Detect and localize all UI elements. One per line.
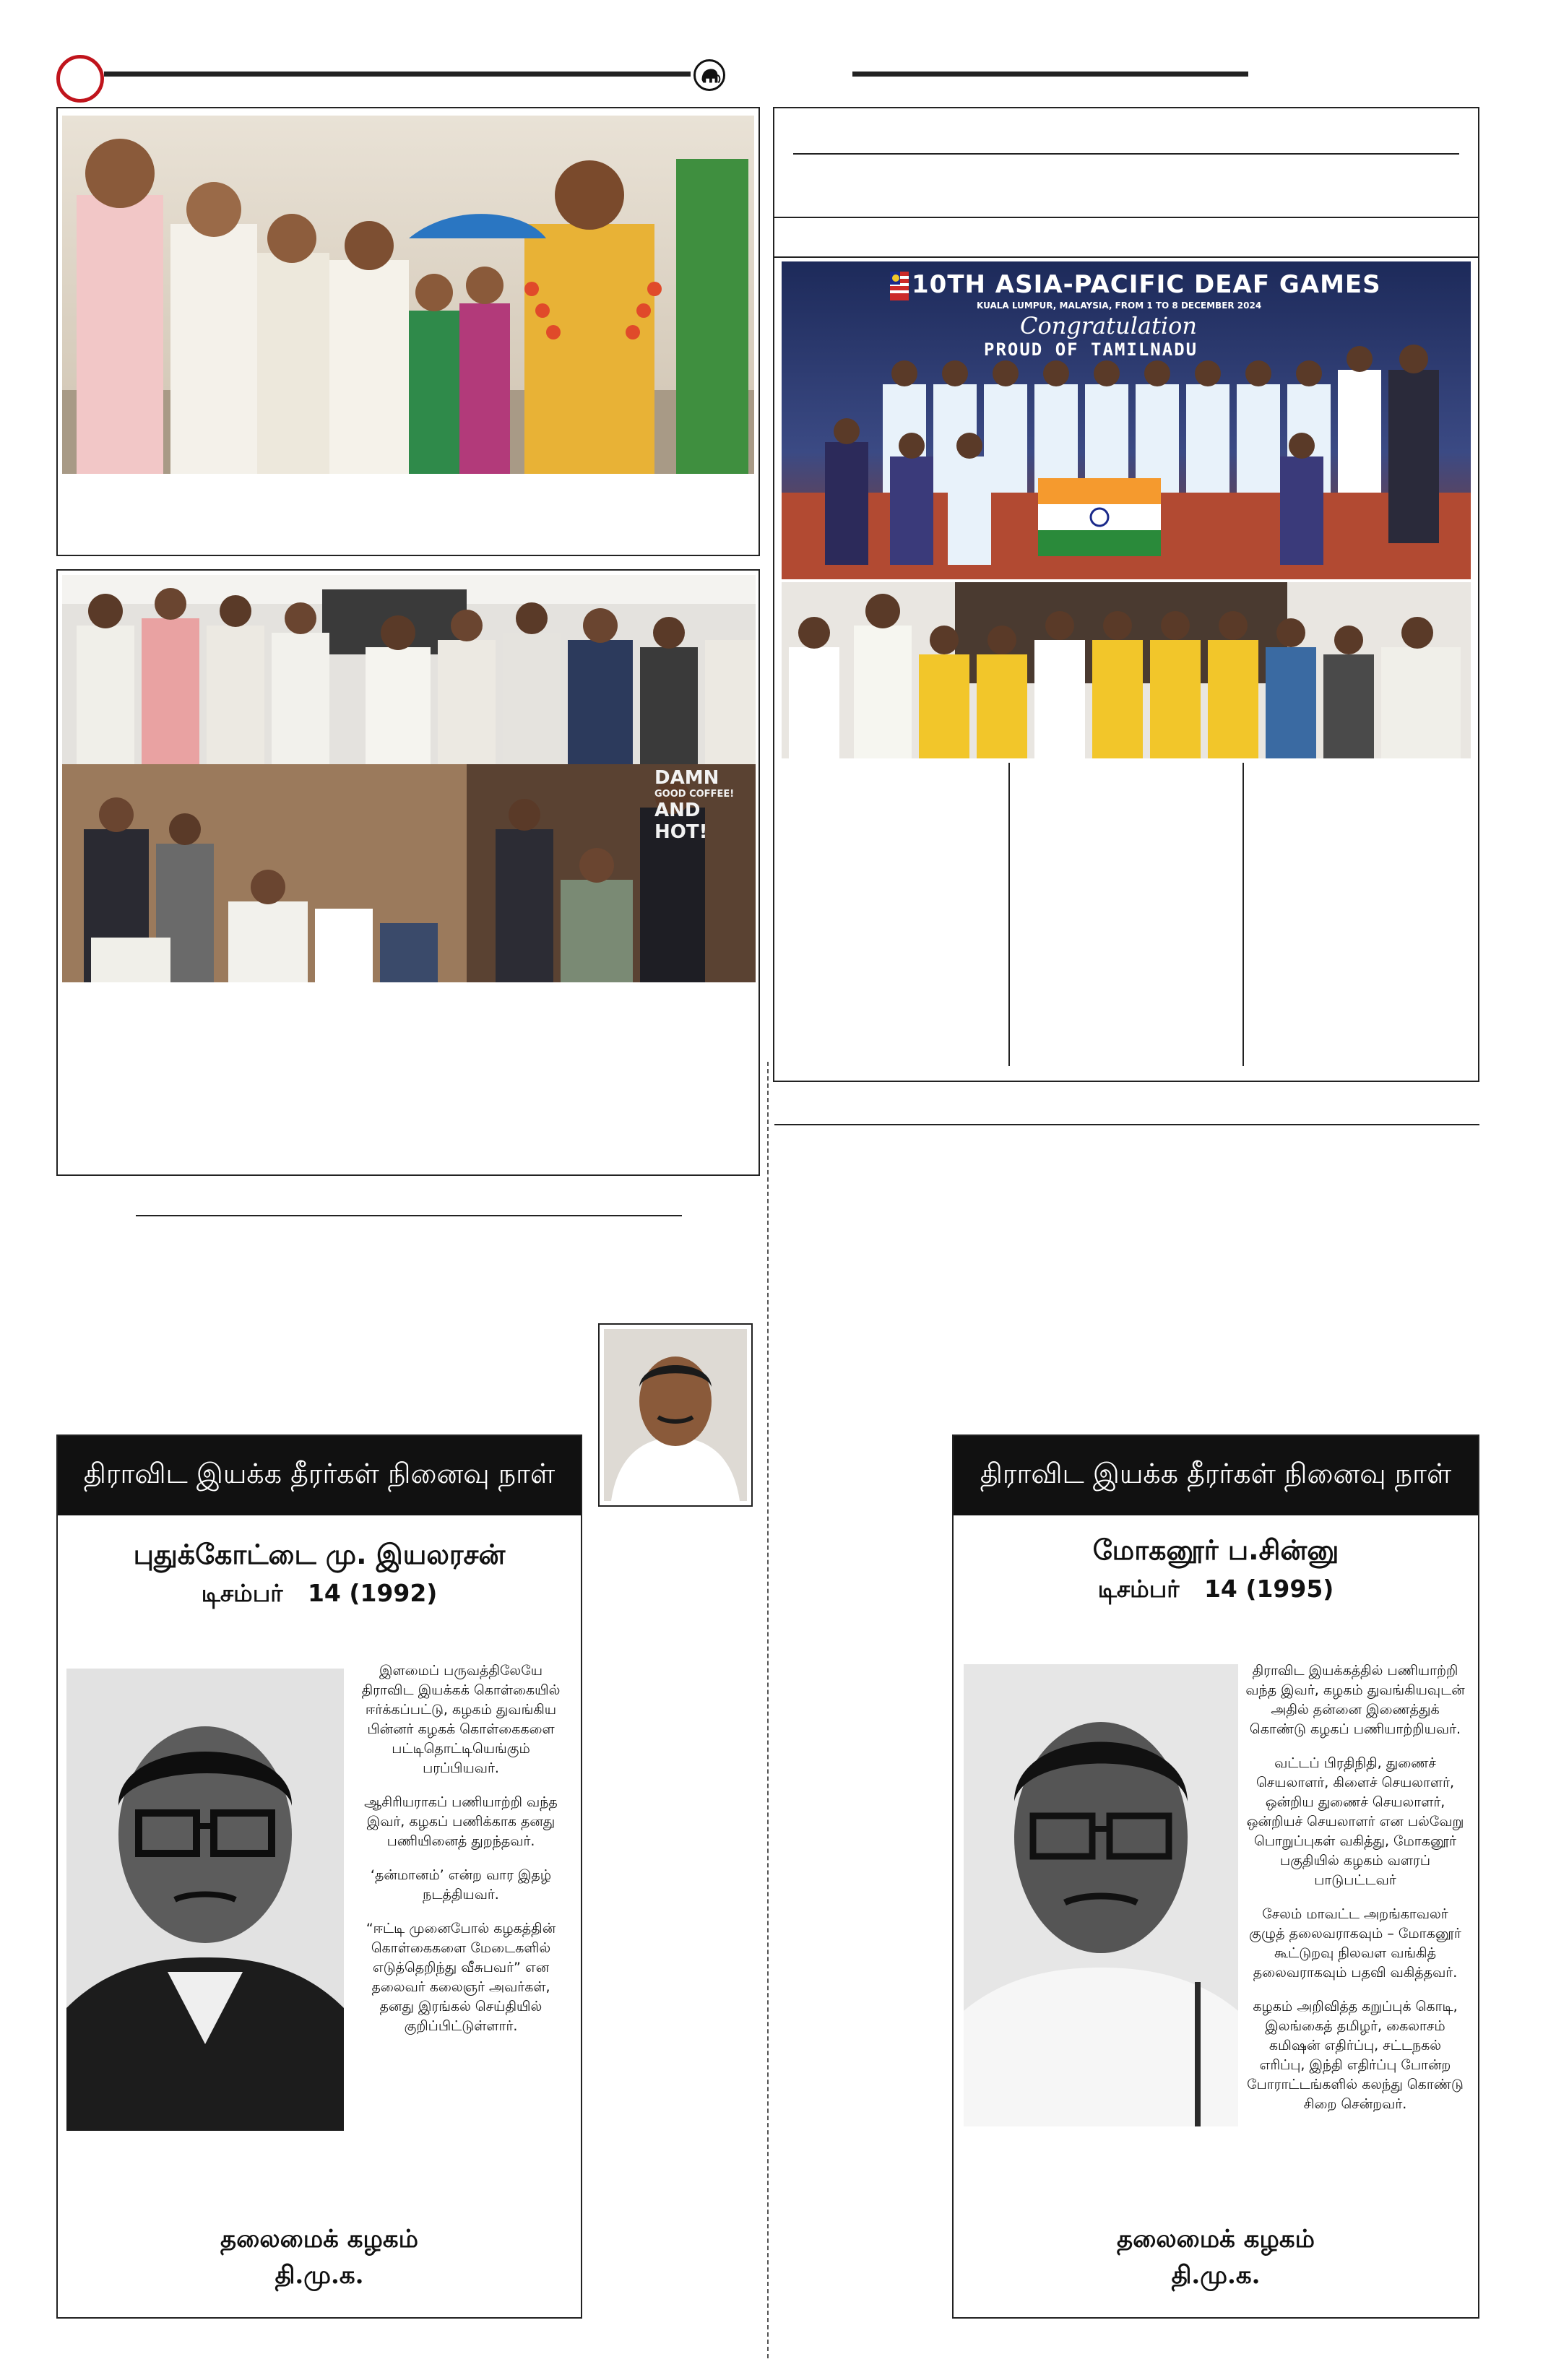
memorial-bio-2-para-1: திராவிட இயக்கத்தில் பணியாற்றி வந்த இவர், கழகம் துவங்கியவுடன் அதில் தன்னை இணைத்துக் கொண்டு கழகப் பணியாற்றியவர். xyxy=(1245,1663,1465,1737)
right-section-rule xyxy=(774,1124,1479,1125)
poster-proud: PROUD OF TAMILNADU xyxy=(984,339,1198,360)
ceremony-photo xyxy=(62,116,754,474)
memorial-footer-1b: தி.மு.க. xyxy=(275,2261,364,2290)
memorial-footer-2b: தி.மு.க. xyxy=(1171,2261,1261,2290)
memorial-banner-text-1: திராவிட இயக்க தீரர்கள் நினைவு நாள் xyxy=(83,1458,556,1489)
masthead-rule-right xyxy=(852,72,1248,77)
memorial-date-2: டிசம்பர் 14 (1995) xyxy=(1097,1575,1334,1603)
memorial-bio-1-para-1: இளமைப் பருவத்திலேயே திராவிட இயக்கக் கொள்கையில் ஈர்க்கப்பட்டு, கழகம் துவங்கிய பின்னர் கழகக் கொள்கைகளை பட்டிதொட்டியெங்கும் பரப்பியவர். xyxy=(361,1663,561,1776)
memorial-bio-1 xyxy=(353,1661,569,2051)
games-rule-photo-top xyxy=(774,256,1478,258)
memorial-banner-text-2: திராவிட இயக்க தீரர்கள் நினைவு நாள் xyxy=(980,1458,1452,1489)
memorial-date-1: டிசம்பர் 14 (1992) xyxy=(201,1579,438,1607)
games-column-divider-2 xyxy=(1242,763,1244,1066)
masthead-rule xyxy=(104,72,691,77)
memorial-footer-1a: தலைமைக் கழகம் xyxy=(220,2225,418,2254)
malaysia-flag-icon xyxy=(890,272,909,300)
memorial-banner-2 xyxy=(954,1436,1478,1515)
elephant-emblem-icon xyxy=(693,59,725,91)
memorial-bio-2-para-3: சேலம் மாவட்ட அறங்காவலர் குழுத் தலைவராகவும் – மோகனூர் கூட்டுறவு நிலவள வங்கித் தலைவராகவும் பதவி வகித்தவர். xyxy=(1249,1906,1461,1981)
memorial-bio-1-para-4: “ஈட்டி முனைபோல் கழகத்தின் கொள்கைகளை மேடைகளில் எடுத்தெறிந்து வீசுபவர்” என தலைவர் கலைஞர் அவர்கள், தனது இரங்கல் செய்தியில் குறிப்பிட்டுள்ளார். xyxy=(366,1921,556,2034)
coffee-sign-line1: DAMN xyxy=(654,767,719,789)
poster-title: 10TH ASIA-PACIFIC DEAF GAMES xyxy=(912,270,1381,299)
memorial-footer-2a: தலைமைக் கழகம் xyxy=(1117,2225,1315,2254)
memorial-bio-2-para-4: கழகம் அறிவித்த கறுப்புக் கொடி, இலங்கைத் தமிழர், கைலாசம் கமிஷன் எதிர்ப்பு, சட்டநகல் எரிப்பு, இந்தி எதிர்ப்பு போன்ற போராட்டங்களில் கலந்து கொண்டு சிறை சென்றவர். xyxy=(1247,1999,1464,2112)
masthead-circle-icon xyxy=(56,55,104,103)
games-column-divider-1 xyxy=(1008,763,1010,1066)
memorial-bio-2-para-2: வட்டப் பிரதிநிதி, துணைச் செயலாளர், கிளைச் செயலாளர், ஒன்றிய துணைச் செயலாளர், ஒன்றியச் செயலாளர் என பல்வேறு பொறுப்புகள் வகித்து, மோகனூர் பகுதியில் கழகம் வளரப் பாடுபட்டவர் xyxy=(1246,1755,1464,1888)
memorial-banner-1 xyxy=(58,1436,581,1515)
games-felicitation-photo xyxy=(782,582,1471,758)
poster-subtitle: KUALA LUMPUR, MALAYSIA, FROM 1 TO 8 DECEMBER 2024 xyxy=(977,300,1262,311)
coffee-sign-line3: AND HOT! xyxy=(654,800,708,843)
games-rule-top xyxy=(793,153,1459,155)
memorial-name-2: மோகனூர் ப.சின்னு xyxy=(1092,1534,1339,1566)
coffee-sign-line2: GOOD COFFEE! xyxy=(654,789,735,800)
meeting-photo-bottom xyxy=(62,764,756,982)
column-separator xyxy=(767,1062,769,2358)
memorial-photo-2 xyxy=(964,1664,1238,2126)
coffee-sign xyxy=(654,767,756,843)
memorial-bio-1-para-3: ‘தன்மானம்’ என்ற வார இதழ் நடத்தியவர். xyxy=(370,1867,552,1903)
memorial-bio-1-para-2: ஆசிரியராகப் பணியாற்றி வந்த இவர், கழகப் பணிக்காக தனது பணியினைத் துறந்தவர். xyxy=(364,1794,558,1849)
poster-congrats: Congratulation xyxy=(1020,312,1197,339)
games-poster-photo xyxy=(782,261,1471,579)
left-section-rule xyxy=(136,1215,682,1216)
memorial-name-1: புதுக்கோட்டை மு. இயலரசன் xyxy=(133,1539,506,1570)
memorial-photo-1 xyxy=(66,1669,344,2131)
portrait-photo xyxy=(604,1329,747,1501)
games-rule-mid xyxy=(774,217,1478,218)
memorial-bio-2 xyxy=(1245,1661,1465,2129)
meeting-photo-top xyxy=(62,575,756,764)
